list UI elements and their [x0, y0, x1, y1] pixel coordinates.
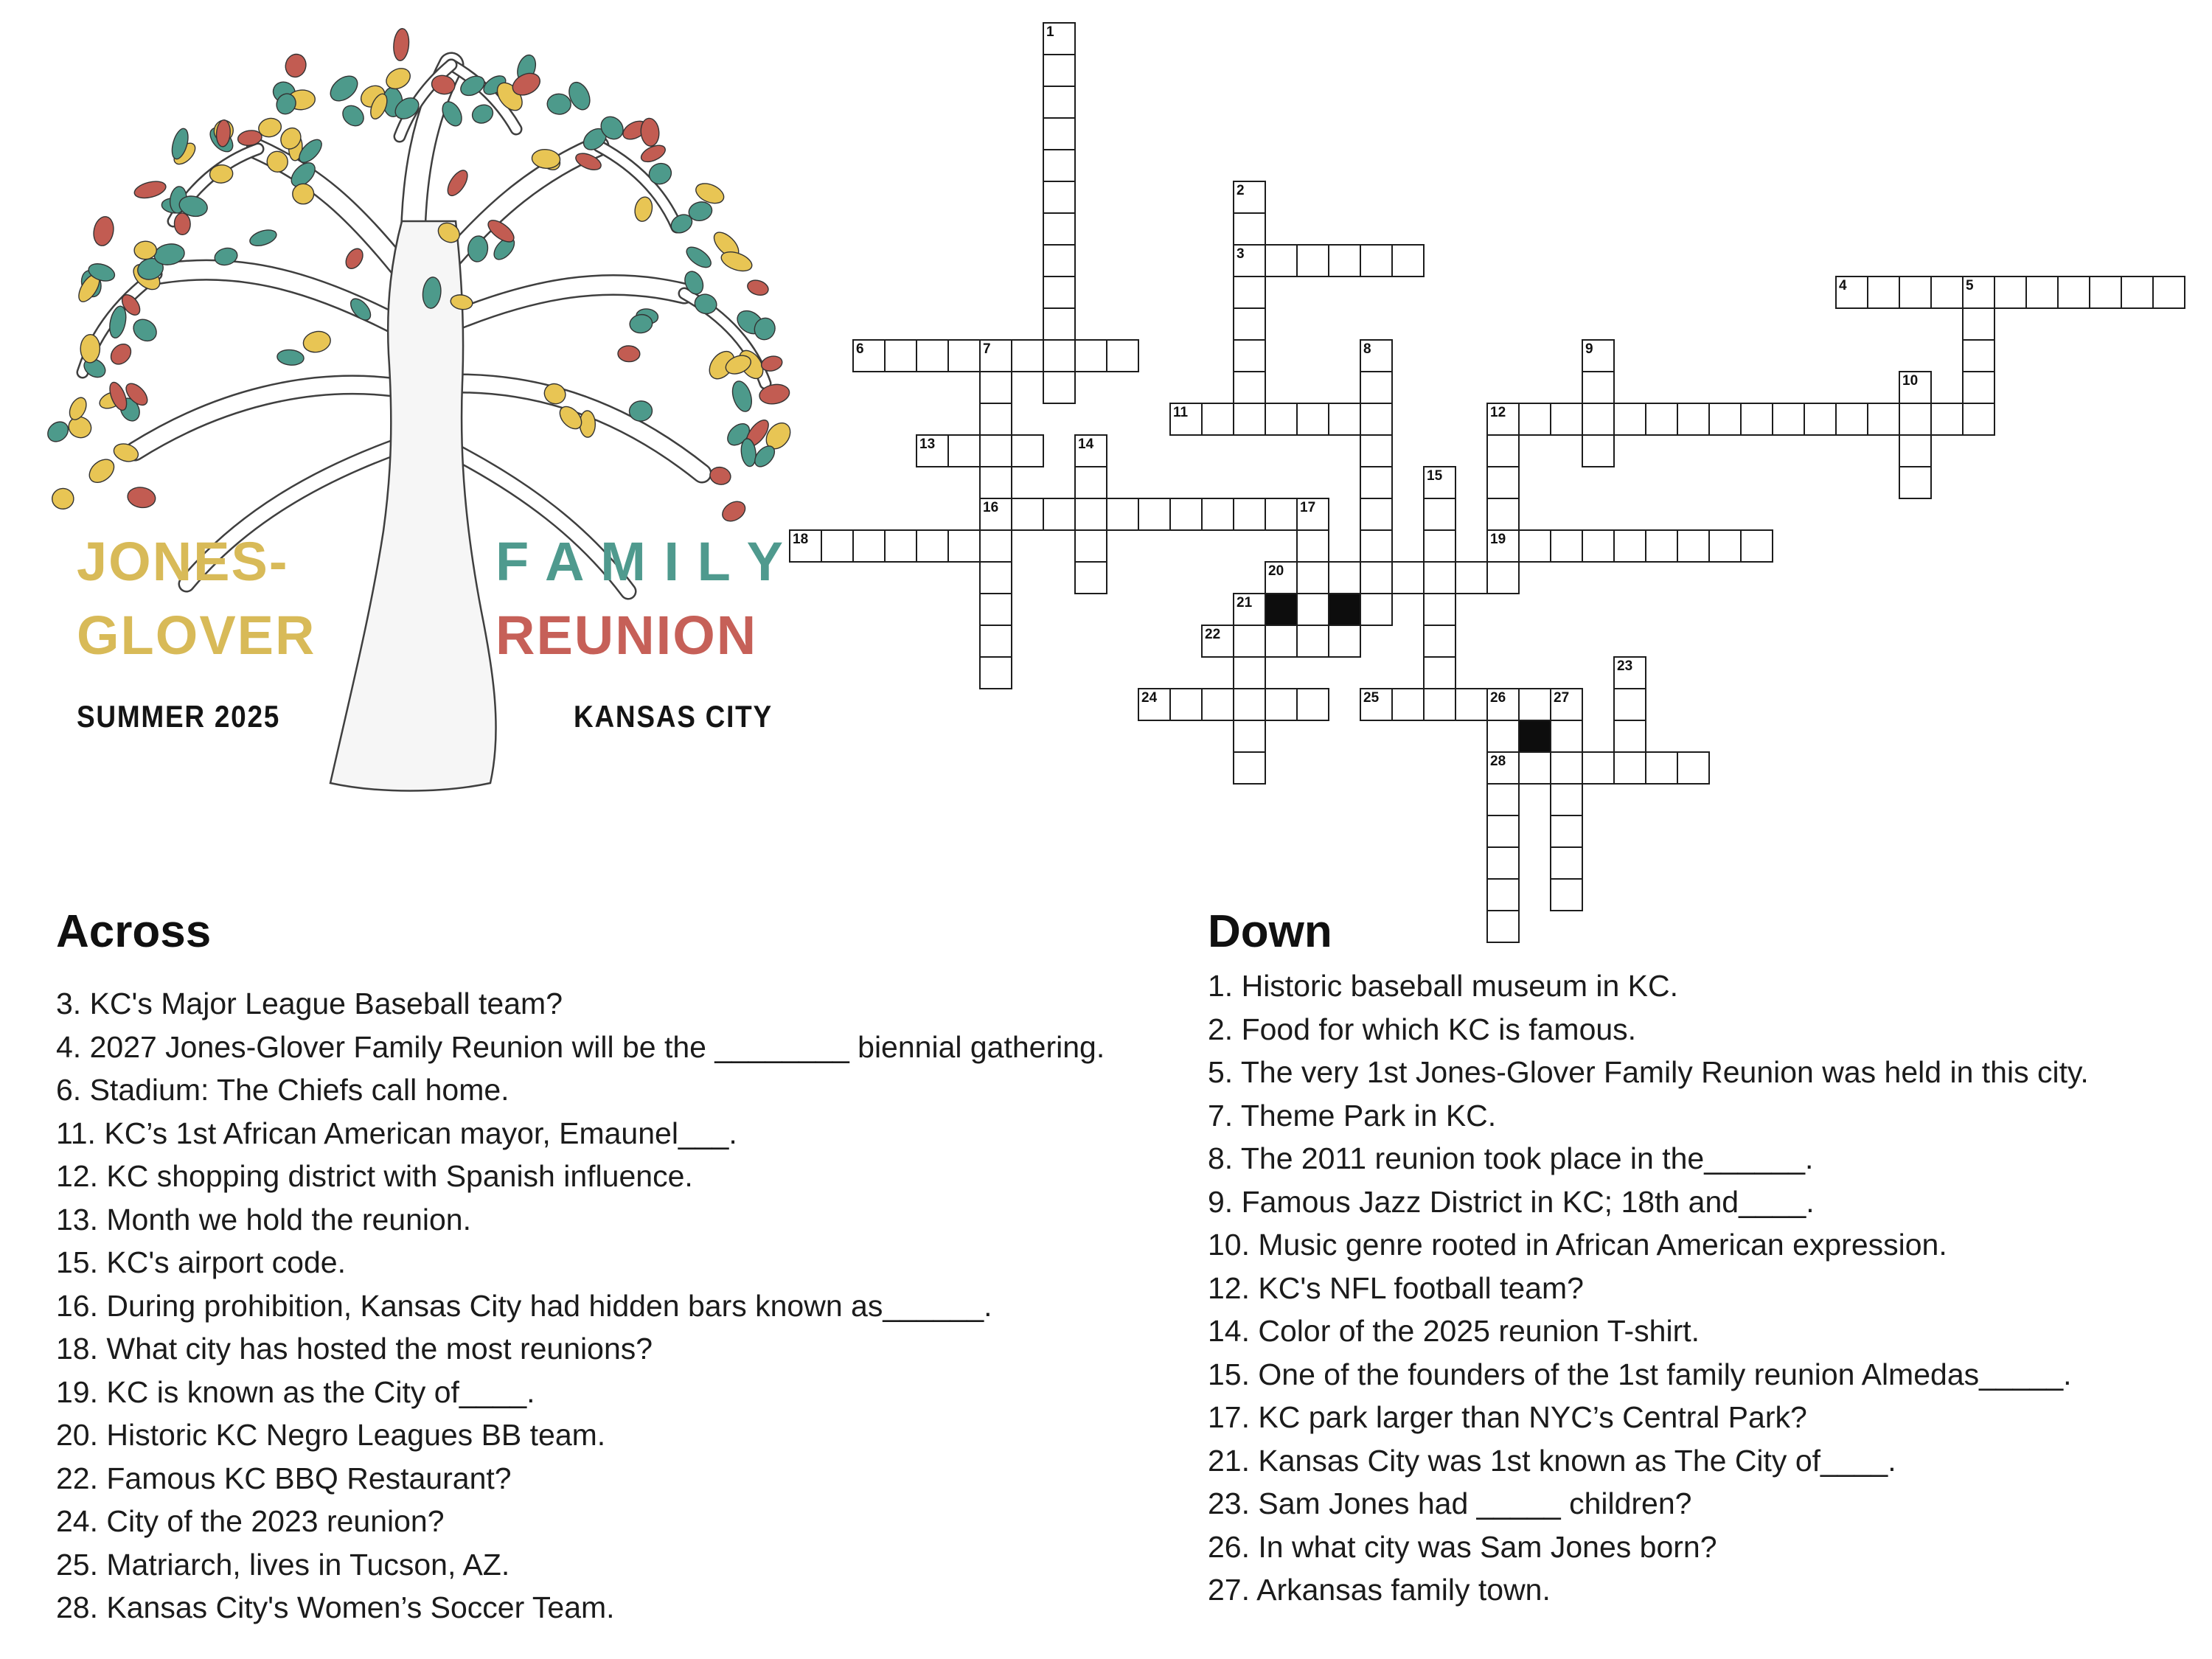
across-heading: Across — [56, 906, 212, 957]
grid-cell[interactable] — [1043, 276, 1076, 309]
clue-item: 18. What city has hosted the most reunions? — [56, 1332, 653, 1366]
grid-cell[interactable] — [1074, 339, 1107, 372]
grid-cell[interactable] — [1360, 371, 1393, 404]
grid-cell[interactable] — [1011, 434, 1044, 467]
grid-cell[interactable] — [1074, 498, 1107, 531]
grid-cell[interactable] — [1645, 751, 1678, 785]
grid-cell[interactable] — [979, 561, 1012, 594]
grid-cell[interactable] — [1550, 529, 1583, 563]
clue-item: 11. KC’s 1st African American mayor, Emaunel___. — [56, 1116, 737, 1150]
grid-cell[interactable] — [1518, 403, 1551, 436]
grid-cell-number: 6 — [856, 341, 864, 357]
grid-cell[interactable] — [1423, 529, 1456, 563]
grid-cell-number: 27 — [1554, 690, 1570, 706]
clue-item: 13. Month we hold the reunion. — [56, 1202, 471, 1237]
grid-cell[interactable] — [1360, 244, 1393, 277]
grid-cell[interactable] — [979, 466, 1012, 499]
grid-cell[interactable] — [1613, 403, 1646, 436]
grid-cell[interactable] — [821, 529, 854, 563]
grid-cell[interactable] — [1582, 751, 1615, 785]
grid-cell[interactable] — [979, 371, 1012, 404]
grid-cell[interactable] — [1455, 688, 1488, 721]
grid-cell[interactable] — [1550, 846, 1583, 880]
grid-cell[interactable] — [1296, 688, 1329, 721]
grid-cell[interactable] — [1360, 593, 1393, 626]
grid-cell[interactable] — [1677, 751, 1710, 785]
grid-cell[interactable] — [884, 339, 917, 372]
grid-cell[interactable] — [1043, 86, 1076, 119]
grid-cell[interactable] — [1296, 244, 1329, 277]
grid-cell[interactable] — [1550, 878, 1583, 911]
grid-cell[interactable] — [1328, 625, 1361, 658]
grid-cell[interactable] — [1930, 276, 1964, 309]
grid-cell[interactable] — [947, 529, 981, 563]
grid-cell[interactable] — [1233, 625, 1266, 658]
clue-item: 3. KC's Major League Baseball team? — [56, 987, 563, 1020]
grid-cell[interactable] — [1360, 434, 1393, 467]
grid-cell-number: 28 — [1490, 754, 1506, 769]
grid-cell[interactable] — [1486, 878, 1520, 911]
clue-item: 9. Famous Jazz District in KC; 18th and____. — [1208, 1184, 1815, 1219]
grid-cell[interactable] — [1994, 276, 2027, 309]
grid-cell[interactable] — [1233, 371, 1266, 404]
grid-cell-number: 22 — [1205, 627, 1221, 642]
clue-item: 15. One of the founders of the 1st family reunion Almedas_____. — [1208, 1357, 2072, 1391]
grid-cell[interactable] — [1043, 339, 1076, 372]
grid-cell[interactable] — [1518, 751, 1551, 785]
grid-cell-number: 7 — [983, 341, 991, 357]
grid-cell-number: 17 — [1300, 500, 1316, 515]
grid-cell[interactable] — [1423, 561, 1456, 594]
grid-cell-number: 15 — [1427, 468, 1443, 484]
grid-cell[interactable] — [1518, 529, 1551, 563]
grid-cell[interactable] — [1328, 561, 1361, 594]
grid-cell[interactable] — [1043, 498, 1076, 531]
grid-cell[interactable] — [1233, 403, 1266, 436]
grid-cell[interactable] — [1233, 212, 1266, 246]
clue-item: 5. The very 1st Jones-Glover Family Reunion was held in this city. — [1208, 1055, 2089, 1089]
grid-cell-black — [1518, 720, 1551, 753]
grid-cell[interactable] — [1391, 244, 1425, 277]
grid-cell[interactable] — [1899, 276, 1932, 309]
grid-cell[interactable] — [1550, 720, 1583, 753]
grid-cell[interactable] — [1645, 403, 1678, 436]
grid-cell-number: 8 — [1363, 341, 1371, 357]
grid-cell-number: 25 — [1363, 690, 1380, 706]
grid-cell-number: 10 — [1902, 373, 1919, 389]
clue-item: 8. The 2011 reunion took place in the______. — [1208, 1141, 1814, 1175]
grid-cell[interactable] — [1645, 529, 1678, 563]
grid-cell[interactable] — [1296, 625, 1329, 658]
clue-item: 4. 2027 Jones-Glover Family Reunion will be the ________ biennial gathering. — [56, 1029, 1105, 1064]
grid-cell[interactable] — [1265, 625, 1298, 658]
clue-item: 15. KC's airport code. — [56, 1245, 346, 1279]
grid-cell[interactable] — [1455, 561, 1488, 594]
clue-item: 7. Theme Park in KC. — [1208, 1098, 1497, 1133]
clue-item: 12. KC shopping district with Spanish influence. — [56, 1159, 693, 1193]
clue-item: 20. Historic KC Negro Leagues BB team. — [56, 1418, 606, 1452]
grid-cell[interactable] — [1106, 339, 1139, 372]
logo-title-family: F A M I L Y — [495, 531, 785, 592]
grid-cell[interactable] — [1772, 403, 1805, 436]
grid-cell[interactable] — [1265, 688, 1298, 721]
grid-cell[interactable] — [1233, 688, 1266, 721]
clue-item: 2. Food for which KC is famous. — [1208, 1012, 1637, 1046]
grid-cell[interactable] — [1582, 529, 1615, 563]
grid-cell[interactable] — [979, 434, 1012, 467]
grid-cell[interactable] — [1233, 276, 1266, 309]
grid-cell[interactable] — [1360, 403, 1393, 436]
grid-cell[interactable] — [1296, 561, 1329, 594]
grid-cell[interactable] — [1138, 498, 1171, 531]
grid-cell-number: 14 — [1078, 437, 1094, 452]
grid-cell[interactable] — [916, 339, 949, 372]
clue-item: 23. Sam Jones had _____ children? — [1208, 1486, 1692, 1520]
grid-cell[interactable] — [1265, 498, 1298, 531]
grid-cell[interactable] — [1296, 529, 1329, 563]
logo-title-jones: JONES- — [77, 531, 289, 592]
clue-item: 17. KC park larger than NYC’s Central Park? — [1208, 1400, 1807, 1434]
clue-item: 26. In what city was Sam Jones born? — [1208, 1529, 1717, 1564]
grid-cell[interactable] — [1804, 403, 1837, 436]
grid-cell[interactable] — [1867, 276, 1900, 309]
grid-cell[interactable] — [1011, 498, 1044, 531]
down-clue-list — [1208, 964, 2211, 1612]
grid-cell[interactable] — [1613, 751, 1646, 785]
grid-cell[interactable] — [1233, 751, 1266, 785]
grid-cell[interactable] — [1074, 529, 1107, 563]
clue-item: 1. Historic baseball museum in KC. — [1208, 969, 1679, 1003]
grid-cell[interactable] — [1962, 371, 1995, 404]
grid-cell[interactable] — [884, 529, 917, 563]
grid-cell[interactable] — [1677, 529, 1710, 563]
grid-cell[interactable] — [979, 403, 1012, 436]
grid-cell[interactable] — [1962, 403, 1995, 436]
grid-cell[interactable] — [1423, 688, 1456, 721]
grid-cell[interactable] — [1201, 403, 1234, 436]
grid-cell[interactable] — [1233, 498, 1266, 531]
grid-cell-number: 16 — [983, 500, 999, 515]
grid-cell-number: 9 — [1585, 341, 1593, 357]
grid-cell[interactable] — [2152, 276, 2185, 309]
grid-cell[interactable] — [1518, 688, 1551, 721]
grid-cell[interactable] — [1296, 403, 1329, 436]
grid-cell[interactable] — [1360, 466, 1393, 499]
grid-cell[interactable] — [1043, 117, 1076, 150]
grid-cell[interactable] — [1677, 403, 1710, 436]
grid-cell[interactable] — [1740, 403, 1773, 436]
grid-cell[interactable] — [1265, 403, 1298, 436]
grid-cell[interactable] — [1391, 688, 1425, 721]
grid-cell[interactable] — [1328, 244, 1361, 277]
grid-cell[interactable] — [1899, 434, 1932, 467]
grid-cell[interactable] — [1550, 403, 1583, 436]
grid-cell[interactable] — [979, 625, 1012, 658]
logo-subtitle-city: KANSAS CITY — [574, 699, 773, 734]
grid-cell-black — [1328, 593, 1361, 626]
grid-cell[interactable] — [979, 656, 1012, 689]
grid-cell[interactable] — [1201, 688, 1234, 721]
grid-cell[interactable] — [1043, 307, 1076, 341]
clue-item: 14. Color of the 2025 reunion T-shirt. — [1208, 1314, 1700, 1348]
grid-cell[interactable] — [1486, 783, 1520, 816]
grid-cell[interactable] — [1296, 593, 1329, 626]
grid-cell-number: 20 — [1268, 563, 1284, 579]
grid-cell-number: 2 — [1237, 183, 1245, 198]
grid-cell[interactable] — [1835, 403, 1868, 436]
grid-cell[interactable] — [2057, 276, 2090, 309]
grid-cell[interactable] — [1613, 720, 1646, 753]
grid-cell-number: 24 — [1141, 690, 1158, 706]
clue-item: 25. Matriarch, lives in Tucson, AZ. — [56, 1547, 510, 1582]
clue-item: 28. Kansas City's Women’s Soccer Team. — [56, 1590, 615, 1624]
grid-cell-number: 26 — [1490, 690, 1506, 706]
grid-cell[interactable] — [1423, 625, 1456, 658]
grid-cell[interactable] — [1486, 498, 1520, 531]
grid-cell-number: 3 — [1237, 246, 1245, 262]
grid-cell[interactable] — [979, 593, 1012, 626]
grid-cell[interactable] — [1550, 751, 1583, 785]
grid-cell[interactable] — [1423, 593, 1456, 626]
grid-cell[interactable] — [979, 529, 1012, 563]
grid-cell[interactable] — [1486, 910, 1520, 943]
logo-title-glover: GLOVER — [77, 605, 316, 666]
grid-cell-black — [1265, 593, 1298, 626]
grid-cell[interactable] — [1360, 529, 1393, 563]
clue-item: 21. Kansas City was 1st known as The City of____. — [1208, 1443, 1896, 1478]
grid-cell-number: 23 — [1617, 658, 1633, 674]
grid-cell[interactable] — [1962, 339, 1995, 372]
grid-cell[interactable] — [1486, 720, 1520, 753]
grid-cell[interactable] — [1930, 403, 1964, 436]
grid-cell[interactable] — [1423, 656, 1456, 689]
grid-cell[interactable] — [2089, 276, 2122, 309]
logo-subtitle-summer: SUMMER 2025 — [77, 699, 281, 734]
grid-cell[interactable] — [1613, 529, 1646, 563]
grid-cell[interactable] — [1233, 720, 1266, 753]
grid-cell[interactable] — [1169, 498, 1203, 531]
grid-cell[interactable] — [1074, 466, 1107, 499]
clue-item: 12. KC's NFL football team? — [1208, 1270, 1584, 1305]
across-clue-list — [56, 982, 1192, 1630]
logo-title-reunion: REUNION — [495, 605, 758, 666]
grid-cell[interactable] — [1074, 561, 1107, 594]
grid-cell-number: 18 — [793, 532, 809, 547]
grid-cell[interactable] — [947, 339, 981, 372]
grid-cell[interactable] — [1423, 498, 1456, 531]
grid-cell[interactable] — [1486, 846, 1520, 880]
grid-cell[interactable] — [1043, 244, 1076, 277]
grid-cell[interactable] — [1233, 339, 1266, 372]
grid-cell[interactable] — [1550, 815, 1583, 848]
grid-cell[interactable] — [2025, 276, 2059, 309]
grid-cell[interactable] — [1169, 688, 1203, 721]
grid-cell[interactable] — [1233, 307, 1266, 341]
clue-item: 6. Stadium: The Chiefs call home. — [56, 1073, 509, 1107]
grid-cell[interactable] — [1328, 403, 1361, 436]
grid-cell[interactable] — [1233, 656, 1266, 689]
grid-cell[interactable] — [1899, 403, 1932, 436]
grid-cell[interactable] — [1867, 403, 1900, 436]
clue-item: 22. Famous KC BBQ Restaurant? — [56, 1461, 512, 1495]
grid-cell[interactable] — [1011, 339, 1044, 372]
clue-item: 27. Arkansas family town. — [1208, 1573, 1551, 1607]
grid-cell[interactable] — [2121, 276, 2154, 309]
grid-cell[interactable] — [1550, 783, 1583, 816]
family-tree-illustration — [0, 0, 855, 870]
clue-item: 10. Music genre rooted in African American expression. — [1208, 1228, 1947, 1262]
clue-item: 24. City of the 2023 reunion? — [56, 1504, 445, 1538]
grid-cell[interactable] — [1043, 149, 1076, 182]
grid-cell[interactable] — [1360, 561, 1393, 594]
grid-cell[interactable] — [1043, 212, 1076, 246]
grid-cell[interactable] — [1201, 498, 1234, 531]
grid-cell[interactable] — [1582, 403, 1615, 436]
grid-cell[interactable] — [1708, 529, 1742, 563]
grid-cell[interactable] — [1391, 561, 1425, 594]
grid-cell[interactable] — [1708, 403, 1742, 436]
grid-cell-number: 19 — [1490, 532, 1506, 547]
grid-cell[interactable] — [1106, 498, 1139, 531]
grid-cell[interactable] — [1613, 688, 1646, 721]
grid-cell[interactable] — [1486, 561, 1520, 594]
grid-cell[interactable] — [1486, 815, 1520, 848]
grid-cell[interactable] — [1043, 371, 1076, 404]
grid-cell[interactable] — [947, 434, 981, 467]
grid-cell[interactable] — [1360, 498, 1393, 531]
grid-cell-number: 12 — [1490, 405, 1506, 420]
clue-item: 19. KC is known as the City of____. — [56, 1374, 535, 1409]
grid-cell[interactable] — [1962, 307, 1995, 341]
grid-cell[interactable] — [852, 529, 886, 563]
down-heading: Down — [1208, 906, 1332, 957]
grid-cell-number: 5 — [1966, 278, 1974, 293]
grid-cell-number: 21 — [1237, 595, 1253, 611]
grid-cell-number: 1 — [1046, 24, 1054, 40]
grid-cell[interactable] — [916, 529, 949, 563]
clue-item: 16. During prohibition, Kansas City had hidden bars known as______. — [56, 1288, 992, 1323]
grid-cell[interactable] — [1582, 434, 1615, 467]
grid-cell-number: 13 — [919, 437, 936, 452]
grid-cell-number: 4 — [1839, 278, 1847, 293]
grid-cell[interactable] — [1265, 244, 1298, 277]
grid-cell[interactable] — [1740, 529, 1773, 563]
grid-cell[interactable] — [1486, 466, 1520, 499]
grid-cell[interactable] — [1043, 54, 1076, 87]
grid-cell[interactable] — [1486, 434, 1520, 467]
grid-cell[interactable] — [1043, 181, 1076, 214]
grid-cell[interactable] — [1899, 466, 1932, 499]
grid-cell[interactable] — [1582, 371, 1615, 404]
grid-cell-number: 11 — [1173, 405, 1189, 420]
